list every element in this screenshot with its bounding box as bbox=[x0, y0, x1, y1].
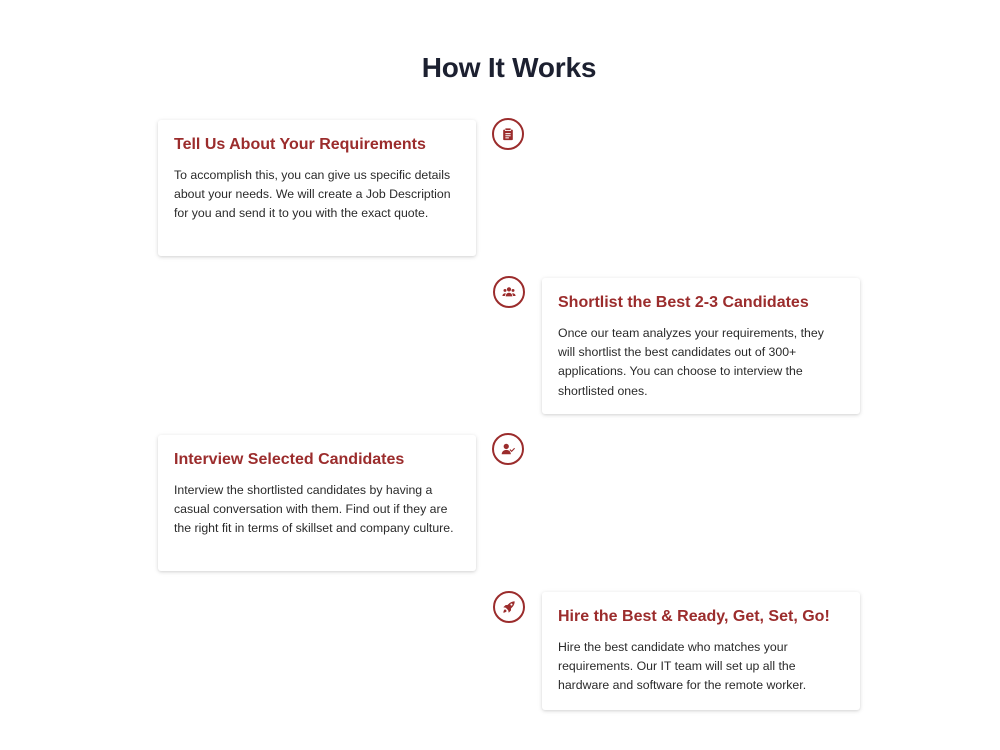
step-card-requirements bbox=[158, 120, 476, 256]
step-description: To accomplish this, you can give us specific details about your needs. We will create a Job Description for you and send it to you with the exact quote. bbox=[174, 168, 451, 221]
step-description: Once our team analyzes your requirements, they will shortlist the best candidates out of 300+ applications. You can choose to interview the shortlisted ones. bbox=[558, 326, 824, 398]
step-card-shortlist bbox=[542, 278, 860, 414]
clipboard-icon bbox=[492, 118, 524, 150]
step-title: Shortlist the Best 2-3 Candidates bbox=[558, 294, 809, 311]
section-title: How It Works bbox=[421, 52, 597, 83]
rocket-icon bbox=[493, 591, 525, 623]
user-check-icon bbox=[492, 433, 524, 465]
step-title: Tell Us About Your Requirements bbox=[174, 136, 426, 153]
step-title: Interview Selected Candidates bbox=[174, 451, 405, 468]
timeline-line bbox=[508, 150, 509, 610]
step-card-interview bbox=[158, 435, 476, 571]
step-title: Hire the Best & Ready, Get, Set, Go! bbox=[558, 608, 830, 625]
step-card-hire bbox=[542, 592, 860, 710]
step-description: Interview the shortlisted candidates by having a casual conversation with them. Find out if they are the right fit in terms of skillset and company culture. bbox=[174, 483, 454, 536]
step-description: Hire the best candidate who matches your requirements. Our IT team will set up all the hardware and software for the remote worker. bbox=[558, 640, 807, 693]
users-icon bbox=[493, 276, 525, 308]
